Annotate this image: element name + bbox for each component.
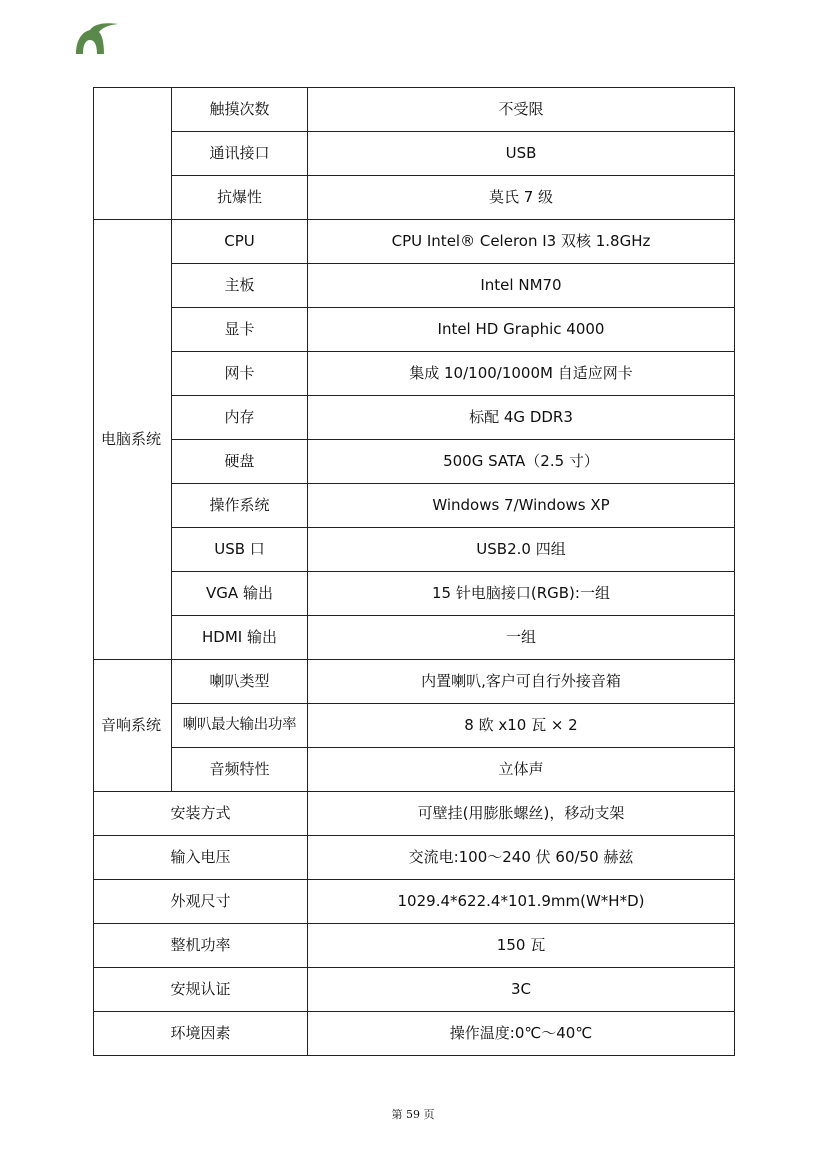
spec-value: Windows 7/Windows XP	[308, 484, 735, 528]
spec-value: 莫氏 7 级	[308, 176, 735, 220]
spec-name: 触摸次数	[172, 88, 308, 132]
spec-name: 整机功率	[94, 924, 308, 968]
spec-value: CPU Intel® Celeron I3 双核 1.8GHz	[308, 220, 735, 264]
spec-name: 操作系统	[172, 484, 308, 528]
spec-name: 安装方式	[94, 792, 308, 836]
spec-name: 喇叭最大输出功率	[172, 704, 308, 748]
spec-name: 通讯接口	[172, 132, 308, 176]
table-row	[94, 836, 735, 880]
table-row	[94, 396, 735, 440]
spec-name: 外观尺寸	[94, 880, 308, 924]
spec-name: HDMI 输出	[172, 616, 308, 660]
table-row	[94, 440, 735, 484]
spec-table	[93, 87, 735, 1056]
group-label-computer-system: 电脑系统	[94, 220, 172, 660]
spec-value: 交流电:100～240 伏 60/50 赫兹	[308, 836, 735, 880]
table-row	[94, 352, 735, 396]
spec-name: 内存	[172, 396, 308, 440]
spec-name: 输入电压	[94, 836, 308, 880]
spec-value: Intel NM70	[308, 264, 735, 308]
spec-value: 15 针电脑接口(RGB):一组	[308, 572, 735, 616]
spec-value: 1029.4*622.4*101.9mm(W*H*D)	[308, 880, 735, 924]
spec-name: 显卡	[172, 308, 308, 352]
spec-value: USB2.0 四组	[308, 528, 735, 572]
spec-name: 安规认证	[94, 968, 308, 1012]
table-row	[94, 968, 735, 1012]
spec-name: CPU	[172, 220, 308, 264]
spec-name: 网卡	[172, 352, 308, 396]
table-row	[94, 792, 735, 836]
table-row	[94, 880, 735, 924]
table-row	[94, 264, 735, 308]
spec-value: 集成 10/100/1000M 自适应网卡	[308, 352, 735, 396]
table-row	[94, 176, 735, 220]
spec-value: 内置喇叭,客户可自行外接音箱	[308, 660, 735, 704]
spec-value: 150 瓦	[308, 924, 735, 968]
group-label-general	[94, 88, 172, 220]
table-row	[94, 660, 735, 704]
spec-value: Intel HD Graphic 4000	[308, 308, 735, 352]
spec-value: 8 欧 x10 瓦 × 2	[308, 704, 735, 748]
spec-value: 操作温度:0℃～40℃	[308, 1012, 735, 1056]
spec-value: 500G SATA（2.5 寸）	[308, 440, 735, 484]
table-row	[94, 132, 735, 176]
spec-name: 环境因素	[94, 1012, 308, 1056]
spec-value: 不受限	[308, 88, 735, 132]
spec-name: 抗爆性	[172, 176, 308, 220]
spec-name: 喇叭类型	[172, 660, 308, 704]
table-row	[94, 308, 735, 352]
table-row	[94, 528, 735, 572]
spec-value: 标配 4G DDR3	[308, 396, 735, 440]
spec-value: 一组	[308, 616, 735, 660]
table-row	[94, 748, 735, 792]
table-row	[94, 1012, 735, 1056]
table-row	[94, 484, 735, 528]
spec-value: 3C	[308, 968, 735, 1012]
page-number: 第 59 页	[391, 1108, 435, 1121]
table-row	[94, 924, 735, 968]
table-row	[94, 88, 735, 132]
group-label-audio-system: 音响系统	[94, 660, 172, 792]
table-row	[94, 704, 735, 748]
spec-name: 音频特性	[172, 748, 308, 792]
company-logo-icon	[72, 20, 122, 56]
spec-value: 可壁挂(用膨胀螺丝)，移动支架	[308, 792, 735, 836]
table-row	[94, 572, 735, 616]
table-row	[94, 616, 735, 660]
spec-name: 硬盘	[172, 440, 308, 484]
spec-name: VGA 输出	[172, 572, 308, 616]
spec-name: USB 口	[172, 528, 308, 572]
spec-name: 主板	[172, 264, 308, 308]
spec-value: 立体声	[308, 748, 735, 792]
table-row	[94, 220, 735, 264]
spec-value: USB	[308, 132, 735, 176]
